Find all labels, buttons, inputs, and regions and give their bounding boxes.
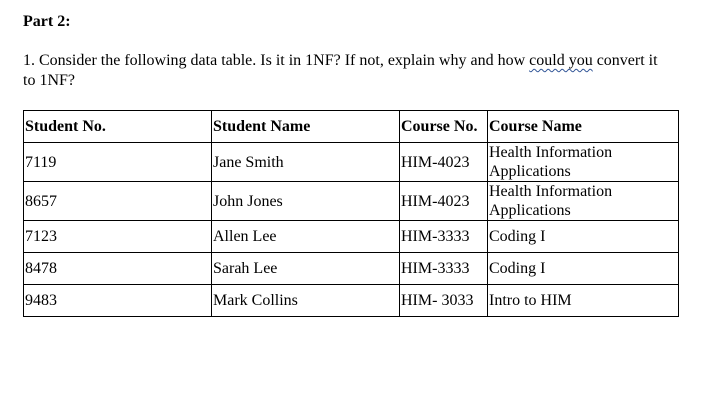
cell-student-name: Jane Smith — [212, 143, 400, 182]
cell-student-no: 8657 — [24, 182, 212, 221]
question-text-start: 1. Consider the following data table. Is it in 1NF? If not, explain why and how — [23, 52, 530, 69]
cell-course-no: HIM-3333 — [400, 253, 488, 285]
cell-course-no: HIM-4023 — [400, 182, 488, 221]
table-row — [24, 143, 679, 182]
cell-student-no: 9483 — [24, 285, 212, 317]
question-text-end: convert it to 1NF? — [23, 52, 658, 89]
cell-course-no: HIM- 3033 — [400, 285, 488, 317]
section-heading: Part 2: — [23, 13, 71, 30]
cell-student-name: Sarah Lee — [212, 253, 400, 285]
cell-student-no: 7119 — [24, 143, 212, 182]
table-row — [24, 182, 679, 221]
header-course-no: Course No. — [400, 111, 488, 143]
cell-course-name: Health Information Applications — [488, 182, 679, 221]
cell-student-name: Allen Lee — [212, 221, 400, 253]
question-text — [23, 51, 663, 91]
table-row — [24, 285, 679, 317]
cell-student-name: Mark Collins — [212, 285, 400, 317]
cell-course-no: HIM-3333 — [400, 221, 488, 253]
header-course-name: Course Name — [488, 111, 679, 143]
table-header-row — [24, 111, 679, 143]
cell-course-name: Coding I — [488, 221, 679, 253]
header-student-no: Student No. — [24, 111, 212, 143]
cell-course-name: Health Information Applications — [488, 143, 679, 182]
table-row — [24, 253, 679, 285]
cell-student-no: 7123 — [24, 221, 212, 253]
grammar-flagged-phrase: could you — [529, 52, 593, 69]
cell-course-name: Coding I — [488, 253, 679, 285]
header-student-name: Student Name — [212, 111, 400, 143]
table-row — [24, 221, 679, 253]
cell-course-name: Intro to HIM — [488, 285, 679, 317]
student-course-table — [23, 110, 679, 317]
cell-course-no: HIM-4023 — [400, 143, 488, 182]
cell-student-name: John Jones — [212, 182, 400, 221]
cell-student-no: 8478 — [24, 253, 212, 285]
